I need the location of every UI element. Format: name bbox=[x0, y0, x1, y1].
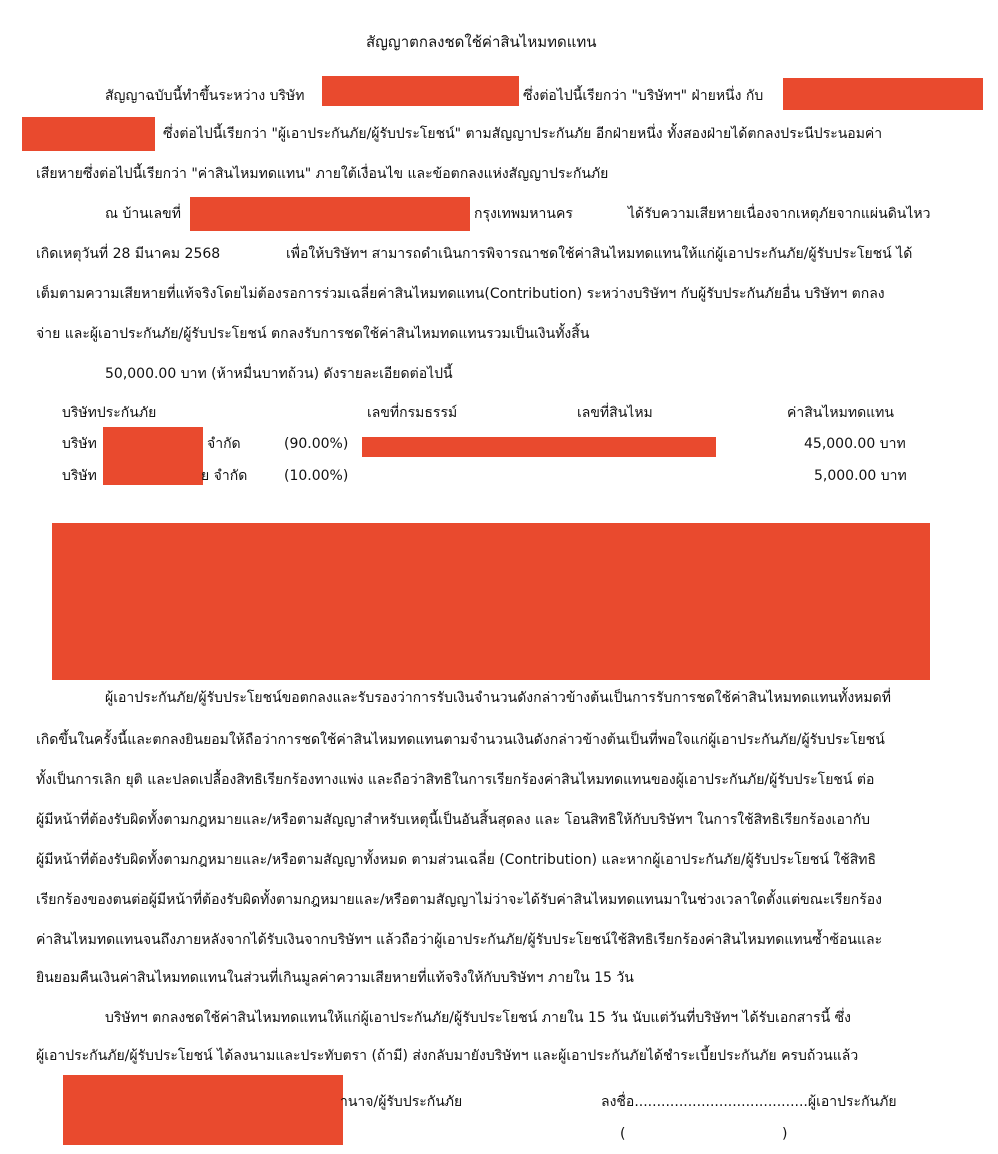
redaction-insurer-2 bbox=[103, 455, 203, 485]
signature-left-label: านาจ/ผู้รับประกันภัย bbox=[340, 1094, 463, 1110]
redaction-insurer-1 bbox=[103, 427, 203, 457]
document-title: สัญญาตกลงชดใช้ค่าสินไหมทดแทน bbox=[366, 33, 597, 51]
table-row-1-amount: 45,000.00 บาท bbox=[804, 436, 906, 452]
para2-damage-cause: ได้รับความเสียหายเนื่องจากเหตุภัยจากแผ่นดินไหว bbox=[628, 206, 931, 222]
para1-line1-end: ซึ่งต่อไปนี้เรียกว่า "บริษัทฯ" ฝ่ายหนึ่ง กับ bbox=[523, 88, 764, 104]
para2-line2: เพื่อให้บริษัทฯ สามารถดำเนินการพิจารณาชดใช้ค่าสินไหมทดแทนให้แก่ผู้เอาประกันภัย/ผู้รับประโยชน์ ได้ bbox=[286, 246, 913, 262]
para1-line3: เสียหายซึ่งต่อไปนี้เรียกว่า "ค่าสินไหมทดแทน" ภายใต้เงื่อนไข และข้อตกลงแห่งสัญญาประกันภัย bbox=[36, 166, 609, 182]
para2-total-amount: 50,000.00 บาท (ห้าหมื่นบาทถ้วน) ดังรายละเอียดต่อไปนี้ bbox=[105, 366, 453, 382]
redaction-insured-name bbox=[783, 78, 983, 110]
signature-close-paren: ) bbox=[782, 1126, 788, 1142]
para3-line2: เกิดขึ้นในครั้งนี้และตกลงยินยอมให้ถือว่าการชดใช้ค่าสินไหมทดแทนตามจำนวนเงินดังกล่าวข้างต้นเป็นที่พอใจแก่ผู้เอาประกันภัย/ผู้รับประโยชน์ bbox=[36, 732, 885, 748]
table-header-claim-no: เลขที่สินไหม bbox=[577, 405, 653, 421]
table-row-1-prefix: บริษัท bbox=[62, 436, 97, 452]
para2-line4: จ่าย และผู้เอาประกันภัย/ผู้รับประโยชน์ ตกลงรับการชดใช้ค่าสินไหมทดแทนรวมเป็นเงินทั้งสิ้น bbox=[36, 326, 590, 342]
para1-line2: ซึ่งต่อไปนี้เรียกว่า "ผู้เอาประกันภัย/ผู้รับประโยชน์" ตามสัญญาประกันภัย อีกฝ่ายหนึ่ง ทั้งสองฝ่ายได้ตกลงประนีประนอมค่า bbox=[163, 126, 883, 142]
table-row-2-share: (10.00%) bbox=[284, 468, 349, 484]
para4-line2: ผู้เอาประกันภัย/ผู้รับประโยชน์ ได้ลงนามและประทับตรา (ถ้ามี) ส่งกลับมายังบริษัทฯ และผู้เอาประกันภัยได้ชำระเบี้ยประกันภัย ครบถ้วนแล้ว bbox=[36, 1048, 859, 1064]
redaction-address bbox=[190, 197, 470, 231]
table-row-2-prefix: บริษัท bbox=[62, 468, 97, 484]
table-row-2-suffix: ย จำกัด bbox=[201, 468, 248, 484]
para2-address-label: ณ บ้านเลขที่ bbox=[105, 206, 181, 222]
para3-line1: ผู้เอาประกันภัย/ผู้รับประโยชน์ขอตกลงและรับรองว่าการรับเงินจำนวนดังกล่าวข้างต้นเป็นการรับการชดใช้ค่าสินไหมทดแทนทั้งหมดที่ bbox=[105, 690, 891, 706]
table-row-1-share: (90.00%) bbox=[284, 436, 349, 452]
table-header-amount: ค่าสินไหมทดแทน bbox=[787, 405, 894, 421]
para2-incident-date: เกิดเหตุวันที่ 28 มีนาคม 2568 bbox=[36, 246, 221, 262]
redaction-policy-claim-numbers bbox=[362, 437, 716, 457]
table-header-policy-no: เลขที่กรมธรรม์ bbox=[367, 405, 458, 421]
para3-line7: ค่าสินไหมทดแทนจนถึงภายหลังจากได้รับเงินจากบริษัทฯ แล้วถือว่าผู้เอาประกันภัย/ผู้รับประโยชน์ใช้สิทธิเรียกร้องค่าสินไหมทดแทนซ้ำซ้อนและ bbox=[36, 932, 883, 948]
redaction-company-name bbox=[322, 76, 519, 106]
signature-open-paren: ( bbox=[620, 1126, 626, 1142]
para3-line3: ทั้งเป็นการเลิก ยุติ และปลดเปลื้องสิทธิเรียกร้องทางแพ่ง และถือว่าสิทธิในการเรียกร้องค่าสินไหมทดแทนของผู้เอาประกันภัย/ผู้รับประโยชน์ ต่อ bbox=[36, 772, 875, 788]
para3-line8: ยินยอมคืนเงินค่าสินไหมทดแทนในส่วนที่เกินมูลค่าความเสียหายที่แท้จริงให้กับบริษัทฯ ภายใน 15 วัน bbox=[36, 970, 634, 986]
para2-line3: เต็มตามความเสียหายที่แท้จริงโดยไม่ต้องรอการร่วมเฉลี่ยค่าสินไหมทดแทน(Contribution) ระหว่างบริษัทฯ กับผู้รับประกันภัยอื่น บริษัทฯ ตกลง bbox=[36, 286, 885, 302]
para3-line4: ผู้มีหน้าที่ต้องรับผิดทั้งตามกฎหมายและ/หรือตามสัญญาสำหรับเหตุนี้เป็นอันสิ้นสุดลง และ โอนสิทธิให้กับบริษัทฯ ในการใช้สิทธิเรียกร้องเอากับ bbox=[36, 812, 871, 828]
para4-line1: บริษัทฯ ตกลงชดใช้ค่าสินไหมทดแทนให้แก่ผู้เอาประกันภัย/ผู้รับประโยชน์ ภายใน 15 วัน นับแต่วันที่บริษัทฯ ได้รับเอกสารนี้ ซึ่ง bbox=[105, 1010, 851, 1026]
para3-line5: ผู้มีหน้าที่ต้องรับผิดทั้งตามกฎหมายและ/หรือตามสัญญาทั้งหมด ตามส่วนเฉลี่ย (Contribution) และหากผู้เอาประกันภัย/ผู้รับประโยชน์ ใช้สิทธิ bbox=[36, 852, 877, 868]
para2-city: กรุงเทพมหานคร bbox=[474, 206, 573, 222]
redaction-signatory bbox=[63, 1075, 343, 1145]
redaction-block bbox=[52, 523, 930, 680]
table-row-2-amount: 5,000.00 บาท bbox=[814, 468, 907, 484]
signature-right-label: ลงชื่อ.......................................ผู้เอาประกันภัย bbox=[601, 1094, 897, 1110]
redaction-insured-name-cont bbox=[22, 117, 155, 151]
para1-line1-start: สัญญาฉบับนี้ทำขึ้นระหว่าง บริษัท bbox=[105, 88, 305, 104]
table-header-insurer: บริษัทประกันภัย bbox=[62, 405, 157, 421]
table-row-1-suffix: จำกัด bbox=[207, 436, 241, 452]
para3-line6: เรียกร้องของตนต่อผู้มีหน้าที่ต้องรับผิดทั้งตามกฎหมายและ/หรือตามสัญญาไม่ว่าจะได้รับค่าสินไหมทดแทนมาในช่วงเวลาใดตั้งแต่ขณะเรียกร้อง bbox=[36, 892, 882, 908]
